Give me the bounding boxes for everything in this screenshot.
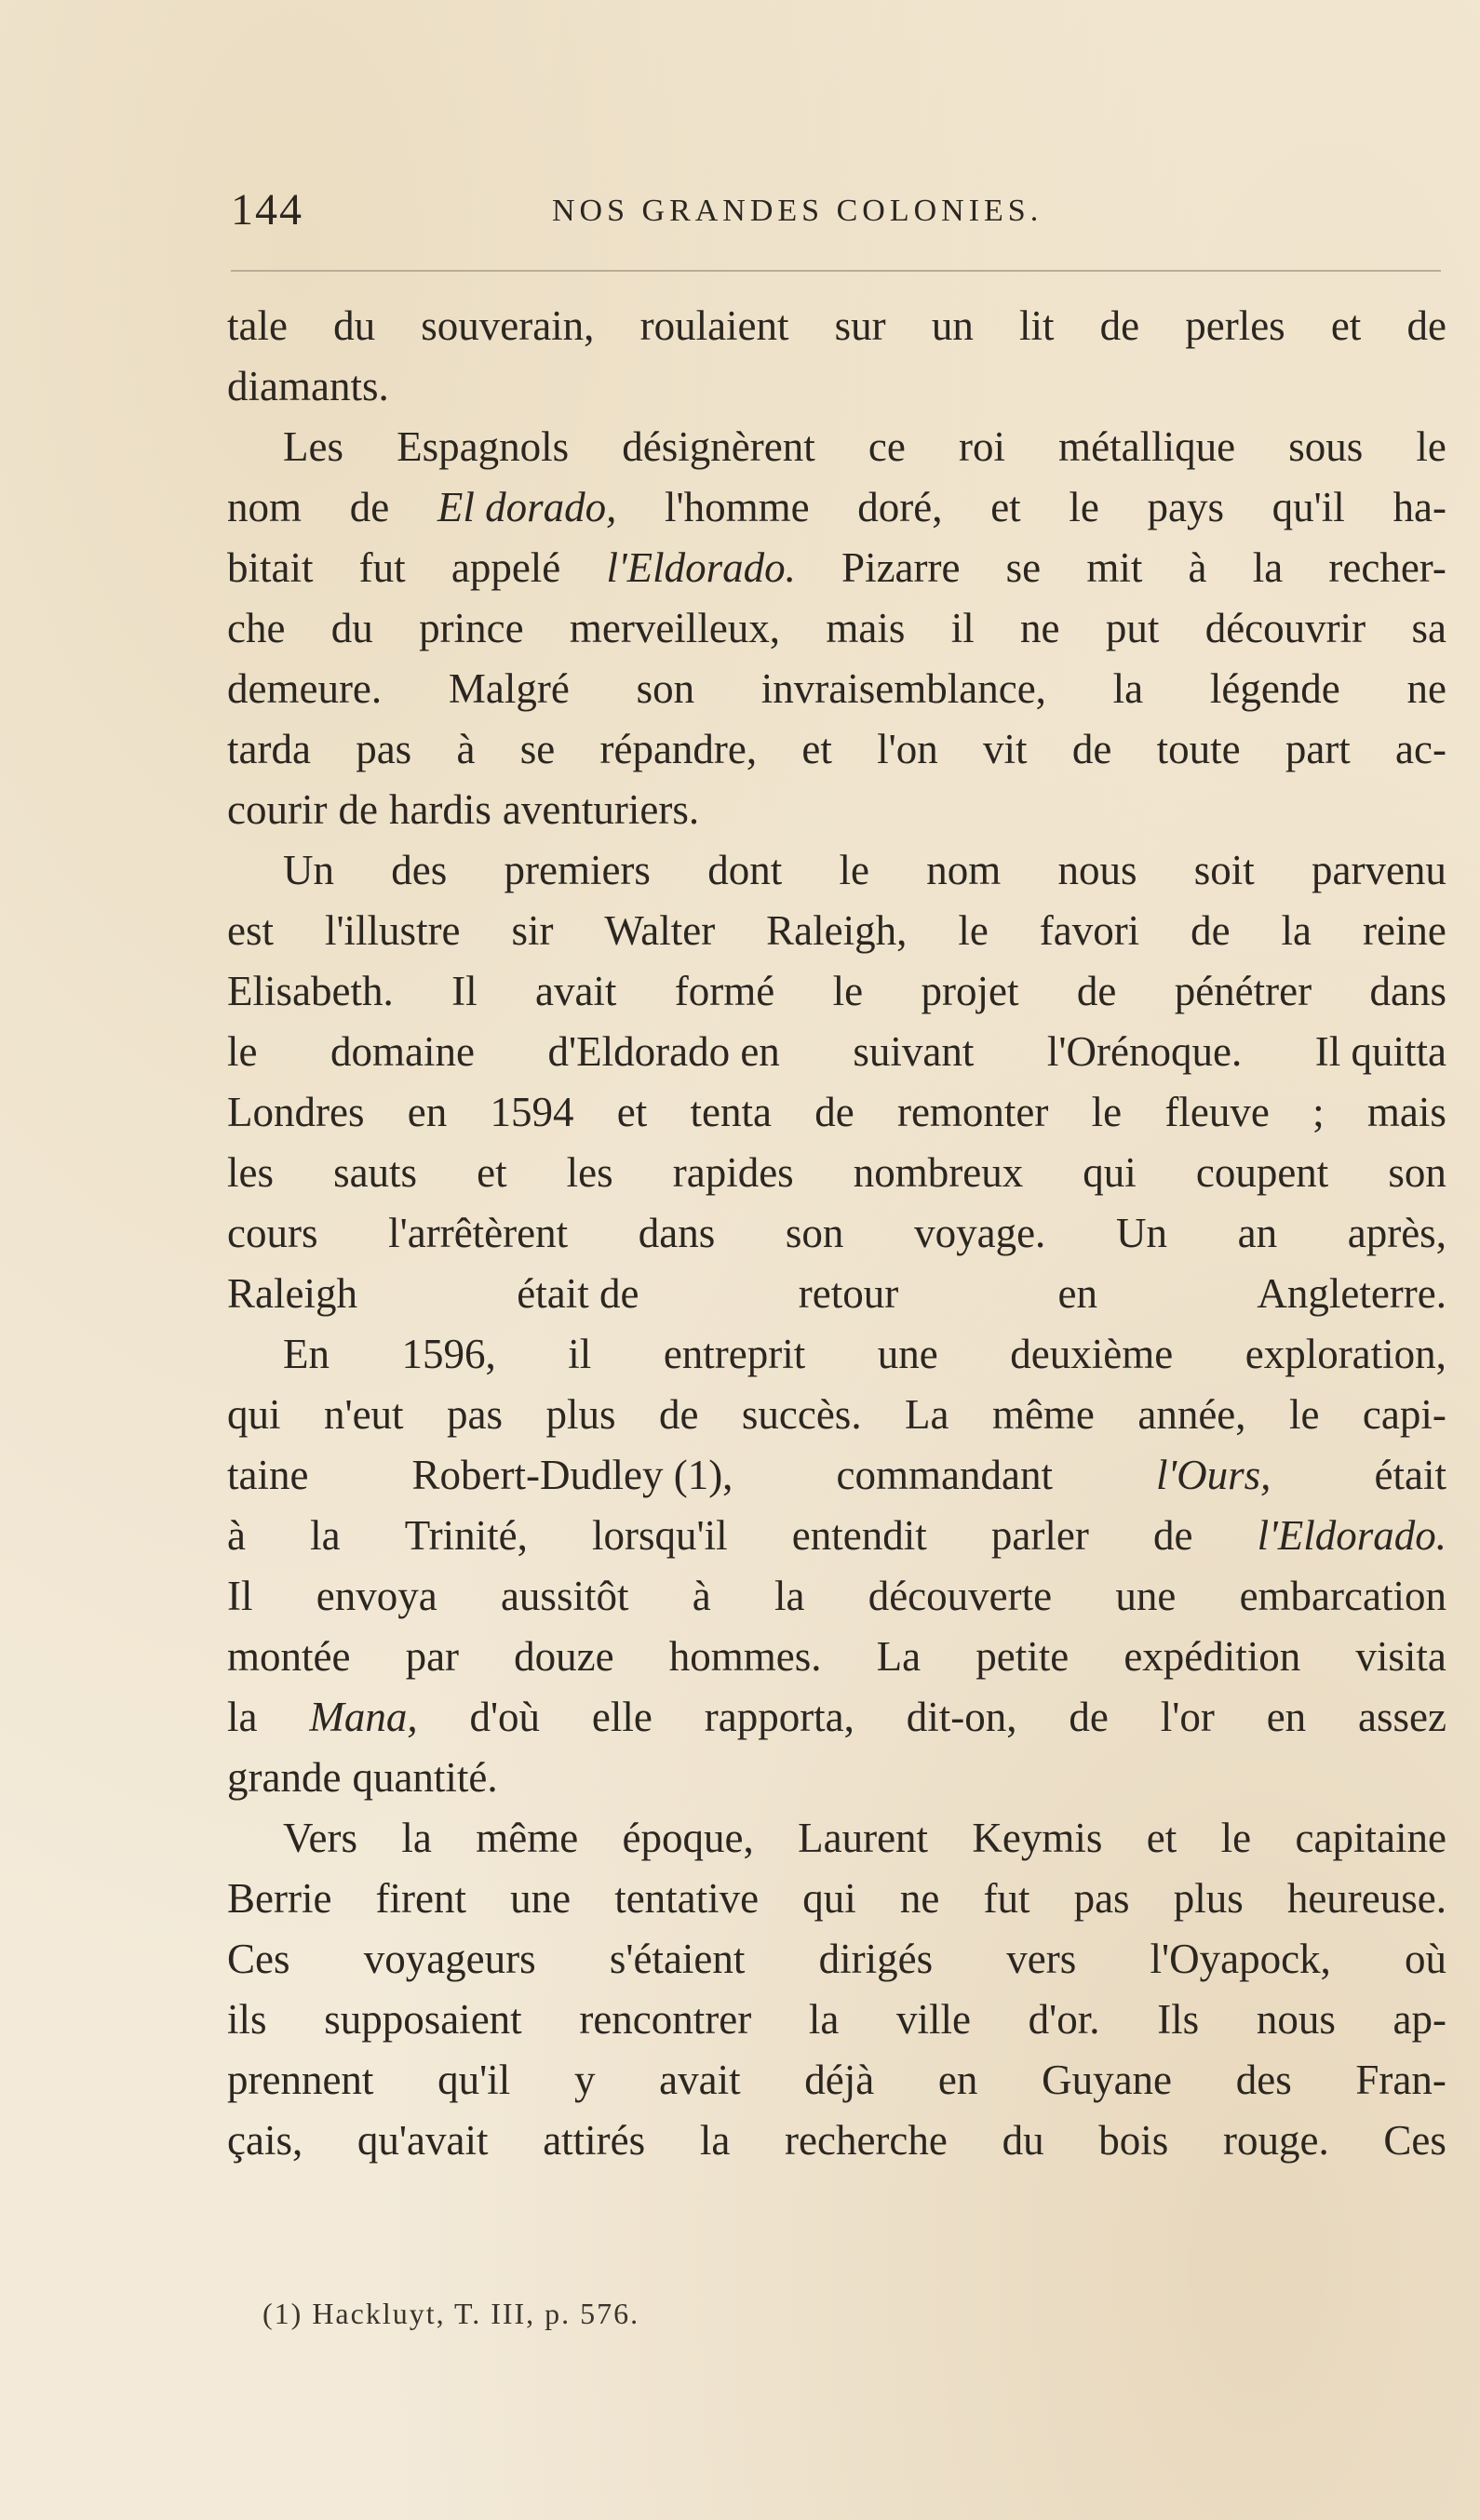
word: ils <box>227 1996 267 2043</box>
word: de <box>1076 968 1117 1014</box>
word: la <box>699 2117 731 2164</box>
word: aventuriers. <box>502 786 700 833</box>
word: capi- <box>1362 1391 1446 1438</box>
text-line <box>227 1506 1446 1566</box>
page-header <box>231 184 1441 240</box>
word: du <box>330 605 373 651</box>
text-line <box>227 840 1446 901</box>
word: pénétrer <box>1174 968 1312 1014</box>
word: les <box>227 1149 274 1196</box>
word: voyageurs <box>363 1936 536 1982</box>
word: hommes. <box>668 1633 822 1680</box>
word: fut <box>983 1875 1030 1922</box>
word: supposaient <box>324 1996 522 2043</box>
word: et <box>1146 1815 1177 1861</box>
word: son <box>785 1210 844 1256</box>
word: son <box>1388 1149 1446 1196</box>
word: plus <box>1173 1875 1244 1922</box>
word: et <box>1330 302 1362 349</box>
word: ne <box>899 1875 940 1922</box>
word: Raleigh <box>227 1270 357 1317</box>
word: ap- <box>1393 1996 1446 2043</box>
word: part <box>1285 726 1351 772</box>
word: grande <box>227 1754 342 1801</box>
word: était de <box>517 1270 639 1317</box>
header-rule <box>231 270 1441 272</box>
word: son <box>636 665 695 712</box>
word: qu'il <box>437 2057 511 2103</box>
word: nom <box>926 847 1002 893</box>
word: désignèrent <box>622 423 815 470</box>
word: nom <box>227 484 303 530</box>
word: la <box>227 1694 258 1740</box>
word: le <box>1220 1815 1252 1861</box>
word: d'où <box>469 1694 541 1740</box>
word: souverain, <box>421 302 595 349</box>
word: une <box>510 1875 572 1922</box>
word: Pizarre <box>841 544 961 591</box>
word: pas <box>447 1391 504 1438</box>
word: est <box>227 907 274 954</box>
word: suivant <box>853 1028 975 1075</box>
text-line <box>227 961 1446 1022</box>
word: Raleigh, <box>766 907 908 954</box>
word: Vers <box>283 1815 357 1861</box>
word: lit <box>1018 302 1055 349</box>
word: çais, <box>227 2117 303 2164</box>
word: montée <box>227 1633 351 1680</box>
word: Angleterre. <box>1257 1270 1446 1317</box>
word: tentative <box>614 1875 760 1922</box>
word: parler <box>990 1512 1089 1559</box>
word: domaine <box>330 1028 475 1075</box>
word: à <box>227 1512 246 1559</box>
word: favori <box>1039 907 1140 954</box>
word: fleuve <box>1164 1089 1270 1135</box>
word: tarda <box>227 726 311 772</box>
word: rapides <box>672 1149 794 1196</box>
word: mais <box>826 605 906 651</box>
text-line <box>227 1929 1446 1990</box>
word: les <box>566 1149 613 1196</box>
word: était <box>1374 1452 1446 1498</box>
word: l'Orénoque. <box>1046 1028 1243 1075</box>
word: après, <box>1347 1210 1446 1256</box>
word: la <box>1252 544 1284 591</box>
word: l'Ours, <box>1156 1452 1271 1498</box>
word: vers <box>1006 1936 1077 1982</box>
word: l'Eldorado. <box>1257 1512 1446 1559</box>
word: visita <box>1355 1633 1446 1680</box>
word: et <box>616 1089 648 1135</box>
word: à <box>456 726 476 772</box>
word: dont <box>707 847 783 893</box>
word: une <box>1115 1573 1177 1619</box>
text-line <box>227 477 1446 538</box>
word: envoya <box>316 1573 437 1619</box>
word: hardis <box>388 786 491 833</box>
text-line <box>227 901 1446 961</box>
word: entreprit <box>663 1331 806 1377</box>
text-line <box>227 1264 1446 1324</box>
text-line <box>227 719 1446 780</box>
word: Londres <box>227 1089 365 1135</box>
word: découverte <box>868 1573 1053 1619</box>
word: remonter <box>896 1089 1049 1135</box>
word: de <box>814 1089 854 1135</box>
word: rencontrer <box>579 1996 752 2043</box>
text-line <box>227 1445 1446 1506</box>
word: qui <box>802 1875 856 1922</box>
word: l'Oyapock, <box>1150 1936 1331 1982</box>
text-line <box>227 1143 1446 1203</box>
word: pays <box>1147 484 1224 530</box>
word: époque, <box>622 1815 754 1861</box>
word: du <box>333 302 376 349</box>
word: put <box>1105 605 1160 651</box>
word: de <box>1152 1512 1193 1559</box>
word: ville <box>896 1996 971 2043</box>
text-line <box>227 1324 1446 1385</box>
word: soit <box>1193 847 1255 893</box>
word: commandant <box>836 1452 1053 1498</box>
word: dit-on, <box>906 1694 1017 1740</box>
word: dans <box>1369 968 1446 1014</box>
word: qu'il <box>1271 484 1345 530</box>
word: Robert-Dudley (1), <box>411 1452 733 1498</box>
word: Un <box>1115 1210 1167 1256</box>
word: Fran- <box>1355 2057 1446 2103</box>
word: avait <box>534 968 617 1014</box>
word: sir <box>511 907 554 954</box>
word: prince <box>419 605 524 651</box>
text-line <box>227 417 1446 477</box>
word: le <box>832 968 864 1014</box>
word: mais <box>1366 1089 1446 1135</box>
word: che <box>227 605 286 651</box>
running-title: NOS GRANDES COLONIES. <box>552 194 1043 228</box>
text-line <box>227 2111 1446 2171</box>
footnote: (1) Hackluyt, T. III, p. 576. <box>262 2297 640 2330</box>
word: heureuse. <box>1286 1875 1446 1922</box>
word: le <box>958 907 989 954</box>
word: Malgré <box>448 665 570 712</box>
word: Les <box>283 423 343 470</box>
text-line <box>227 1203 1446 1264</box>
word: perles <box>1185 302 1285 349</box>
word: entendit <box>791 1512 927 1559</box>
word: il <box>568 1331 592 1377</box>
text-line <box>227 1748 1446 1808</box>
word: bitait <box>227 544 314 591</box>
word: ne <box>1406 665 1446 712</box>
text-line <box>227 1808 1446 1869</box>
word: toute <box>1156 726 1241 772</box>
word: 1594 <box>490 1089 574 1135</box>
word: projet <box>921 968 1019 1014</box>
word: elle <box>591 1694 653 1740</box>
text-line <box>227 1082 1446 1143</box>
word: cours <box>227 1210 318 1256</box>
word: la <box>1112 665 1144 712</box>
word: des <box>1235 2057 1292 2103</box>
word: s'étaient <box>609 1936 746 1982</box>
word: l'homme <box>665 484 810 530</box>
word: Berrie <box>227 1875 332 1922</box>
word: succès. <box>741 1391 862 1438</box>
word: Il quitta <box>1314 1028 1446 1075</box>
word: sur <box>834 302 886 349</box>
word: nous <box>1057 847 1137 893</box>
word: Espagnols <box>397 423 570 470</box>
text-line <box>227 2050 1446 2111</box>
word: nous <box>1256 1996 1336 2043</box>
text-line <box>227 780 1446 840</box>
word: roulaient <box>639 302 789 349</box>
text-line <box>227 356 1446 417</box>
word: retour <box>798 1270 899 1317</box>
text-line <box>227 1385 1446 1445</box>
word: rapporta, <box>704 1694 854 1740</box>
word: la <box>808 1996 840 2043</box>
word: deuxième <box>1010 1331 1174 1377</box>
word: ha- <box>1393 484 1446 530</box>
word: de <box>1071 726 1112 772</box>
text-line <box>227 659 1446 719</box>
word: mit <box>1086 544 1143 591</box>
word: Trinité, <box>404 1512 528 1559</box>
word: embarcation <box>1239 1573 1446 1619</box>
word: année, <box>1137 1391 1246 1438</box>
word: à <box>1188 544 1207 591</box>
word: capitaine <box>1295 1815 1446 1861</box>
word: Il <box>227 1573 253 1619</box>
word: avait <box>659 2057 741 2103</box>
word: douze <box>514 1633 614 1680</box>
word: Mana, <box>309 1694 418 1740</box>
word: qui <box>1083 1149 1137 1196</box>
word: le <box>227 1028 258 1075</box>
word: métallique <box>1058 423 1236 470</box>
page-number: 144 <box>231 185 303 235</box>
word: recher- <box>1328 544 1446 591</box>
word: et <box>990 484 1021 530</box>
word: sous <box>1288 423 1364 470</box>
word: la <box>401 1815 432 1861</box>
word: où <box>1405 1936 1446 1982</box>
word: de <box>1069 1694 1109 1740</box>
word: se <box>1005 544 1042 591</box>
word: 1596, <box>401 1331 496 1377</box>
word: de <box>658 1391 699 1438</box>
word: prennent <box>227 2057 374 2103</box>
word: l'illustre <box>324 907 461 954</box>
word: qu'avait <box>357 2117 489 2164</box>
word: merveilleux, <box>569 605 781 651</box>
text-line <box>227 1990 1446 2050</box>
word: appelé <box>451 544 561 591</box>
word: Guyane <box>1042 2057 1173 2103</box>
word: premiers <box>504 847 651 893</box>
word: coupent <box>1195 1149 1329 1196</box>
word: se <box>519 726 556 772</box>
word: dirigés <box>818 1936 934 1982</box>
text-line <box>227 1566 1446 1627</box>
text-line <box>227 1869 1446 1929</box>
word: l'Eldorado. <box>606 544 796 591</box>
word: an <box>1237 1210 1278 1256</box>
word: Ils <box>1157 1996 1200 2043</box>
word: La <box>876 1633 922 1680</box>
word: de <box>338 786 378 833</box>
word: Ces <box>1383 2117 1446 2164</box>
word: reine <box>1362 907 1446 954</box>
word: demeure. <box>227 665 383 712</box>
word: par <box>405 1633 460 1680</box>
word: Keymis <box>972 1815 1103 1861</box>
word: quantité. <box>352 1754 498 1801</box>
word: voyage. <box>914 1210 1046 1256</box>
word: courir <box>227 786 328 833</box>
word: El dorado, <box>437 484 617 530</box>
word: de <box>1406 302 1446 349</box>
word: en <box>1057 1270 1098 1317</box>
word: parvenu <box>1312 847 1446 893</box>
word: diamants. <box>227 363 389 409</box>
word: d'or. <box>1028 1996 1100 2043</box>
text-line <box>227 1687 1446 1748</box>
word: rouge. <box>1223 2117 1329 2164</box>
word: roi <box>958 423 1005 470</box>
word: l'or <box>1160 1694 1215 1740</box>
word: en <box>937 2057 978 2103</box>
word: pas <box>356 726 412 772</box>
word: la <box>1281 907 1312 954</box>
word: des <box>391 847 448 893</box>
word: de <box>1099 302 1140 349</box>
word: en <box>1266 1694 1307 1740</box>
word: tenta <box>690 1089 772 1135</box>
word: la <box>774 1573 805 1619</box>
word: dans <box>638 1210 716 1256</box>
body-text <box>227 296 1446 2171</box>
word: invraisemblance, <box>760 665 1046 712</box>
text-line <box>227 1627 1446 1687</box>
word: tale <box>227 302 288 349</box>
word: l'arrêtèrent <box>388 1210 569 1256</box>
word: taine <box>227 1452 309 1498</box>
word: légende <box>1209 665 1340 712</box>
word: nombreux <box>853 1149 1024 1196</box>
word: de <box>349 484 390 530</box>
word: bois <box>1098 2117 1169 2164</box>
word: ; <box>1312 1089 1325 1135</box>
word: Laurent <box>798 1815 929 1861</box>
word: en <box>407 1089 448 1135</box>
word: assez <box>1358 1694 1446 1740</box>
word: même <box>991 1391 1095 1438</box>
word: lorsqu'il <box>592 1512 728 1559</box>
word: aussitôt <box>500 1573 629 1619</box>
word: petite <box>975 1633 1070 1680</box>
word: pas <box>1073 1875 1130 1922</box>
word: d'Eldorado en <box>547 1028 780 1075</box>
text-line <box>227 538 1446 598</box>
word: répandre, <box>599 726 758 772</box>
word: vit <box>983 726 1028 772</box>
word: La <box>905 1391 949 1438</box>
word: sauts <box>333 1149 418 1196</box>
word: la <box>310 1512 341 1559</box>
word: qui <box>227 1391 281 1438</box>
word: y <box>573 2057 596 2103</box>
word: le <box>1091 1089 1123 1135</box>
word: sa <box>1411 605 1446 651</box>
word: le <box>1288 1391 1320 1438</box>
word: attirés <box>543 2117 646 2164</box>
word: même <box>476 1815 579 1861</box>
word: une <box>877 1331 938 1377</box>
word: de <box>1191 907 1231 954</box>
word: Un <box>283 847 334 893</box>
word: Ces <box>227 1936 290 1982</box>
word: firent <box>375 1875 466 1922</box>
word: le <box>839 847 869 893</box>
word: ne <box>1020 605 1060 651</box>
word: Walter <box>604 907 716 954</box>
word: un <box>931 302 974 349</box>
word: En <box>283 1331 330 1377</box>
word: ac- <box>1395 726 1446 772</box>
word: à <box>692 1573 711 1619</box>
word: découvrir <box>1204 605 1366 651</box>
word: et <box>477 1149 507 1196</box>
word: n'eut <box>323 1391 404 1438</box>
word: doré, <box>857 484 943 530</box>
word: fut <box>358 544 406 591</box>
word: le <box>1069 484 1099 530</box>
word: et <box>801 726 832 772</box>
word: il <box>950 605 975 651</box>
word: déjà <box>804 2057 875 2103</box>
word: l'on <box>877 726 938 772</box>
text-line <box>227 1022 1446 1082</box>
text-line <box>227 598 1446 659</box>
text-line <box>227 296 1446 356</box>
word: le <box>1416 423 1446 470</box>
word: recherche <box>785 2117 948 2164</box>
word: du <box>1002 2117 1044 2164</box>
word: formé <box>674 968 775 1014</box>
word: expédition <box>1123 1633 1301 1680</box>
word: Elisabeth. <box>227 968 394 1014</box>
word: Il <box>451 968 478 1014</box>
word: plus <box>545 1391 616 1438</box>
word: ce <box>868 423 906 470</box>
word: exploration, <box>1245 1331 1446 1377</box>
